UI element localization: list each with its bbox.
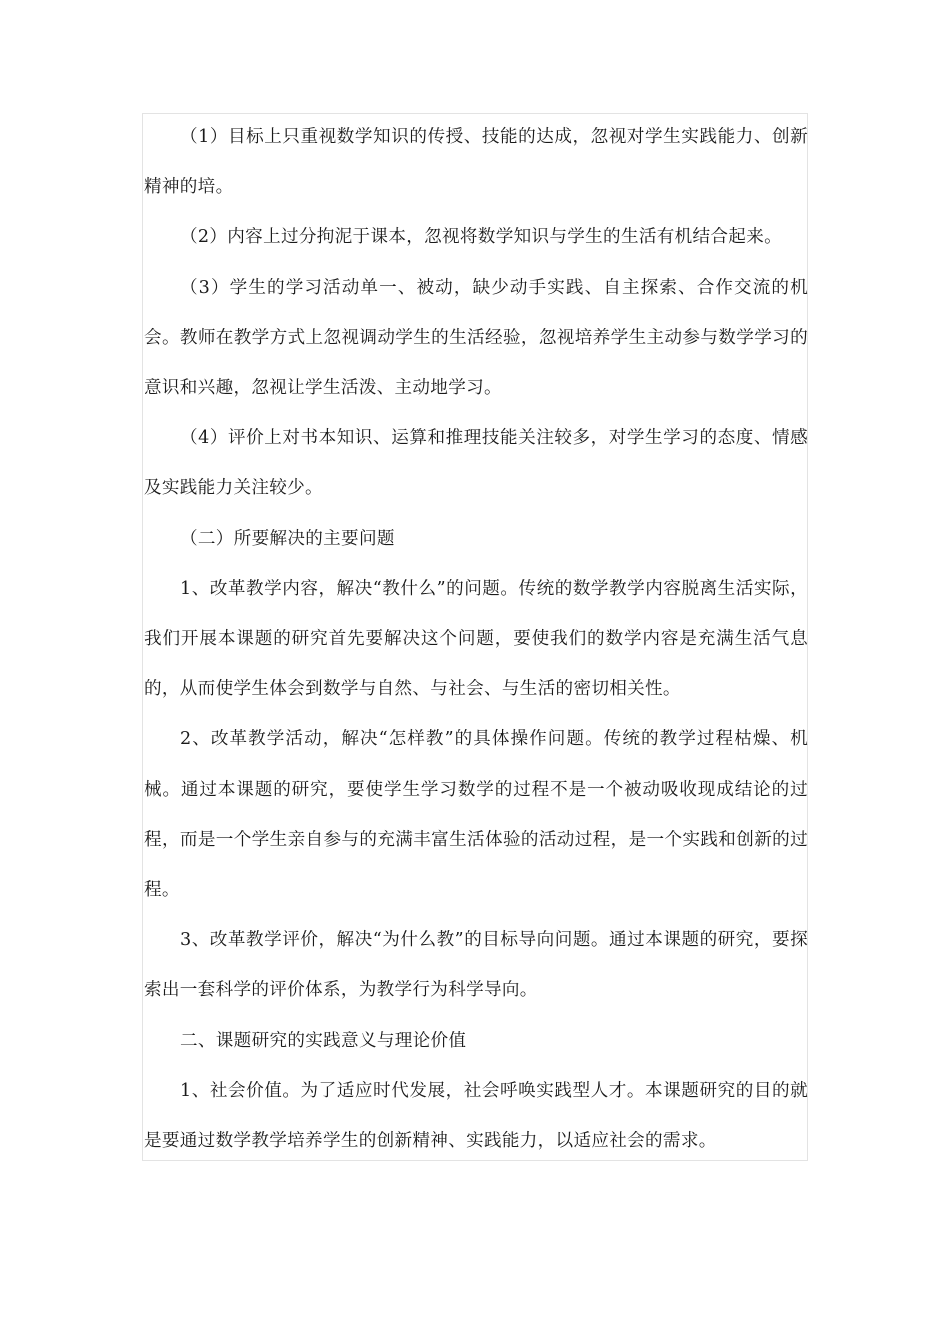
paragraph-reform-evaluation: 3、改革教学评价，解决“为什么教”的目标导向问题。通过本课题的研究，要探索出一套科学的评价体系，为教学行为科学导向。 xyxy=(144,930,808,1001)
section-heading-significance: 二、课题研究的实践意义与理论价值 xyxy=(180,1030,467,1051)
paragraph-content-issue: （2）内容上过分拘泥于课本，忽视将数学知识与学生的生活有机结合起来。 xyxy=(180,227,782,248)
paragraph-learning-activity-issue: （3）学生的学习活动单一、被动，缺少动手实践、自主探索、合作交流的机会。教师在教学方式上忽视调动学生的生活经验，忽视培养学生主动参与数学学习的意识和兴趣，忽视让学生活泼、主动地学习。 xyxy=(144,277,808,399)
section-heading-main-problems: （二）所要解决的主要问题 xyxy=(180,528,395,549)
paragraph-reform-activity: 2、改革教学活动，解决“怎样教”的具体操作问题。传统的教学过程枯燥、机械。通过本课题的研究，要使学生学习数学的过程不是一个被动吸收现成结论的过程，而是一个学生亲自参与的充满丰富生活体验的活动过程，是一个实践和创新的过程。 xyxy=(144,729,808,901)
paragraph-goal-issue: （1）目标上只重视数学知识的传授、技能的达成，忽视对学生实践能力、创新精神的培。 xyxy=(144,127,808,198)
paragraph-evaluation-issue: （4）评价上对书本知识、运算和推理技能关注较多，对学生学习的态度、情感及实践能力关注较少。 xyxy=(144,428,808,499)
paragraph-social-value: 1、社会价值。为了适应时代发展，社会呼唤实践型人才。本课题研究的目的就是要通过数学教学培养学生的创新精神、实践能力，以适应社会的需求。 xyxy=(144,1080,808,1152)
document-body xyxy=(144,112,808,1166)
paragraph-reform-content: 1、改革教学内容，解决“教什么”的问题。传统的数学教学内容脱离生活实际，我们开展本课题的研究首先要解决这个问题，要使我们的数学内容是充满生活气息的，从而使学生体会到数学与自然、与社会、与生活的密切相关性。 xyxy=(144,578,808,700)
